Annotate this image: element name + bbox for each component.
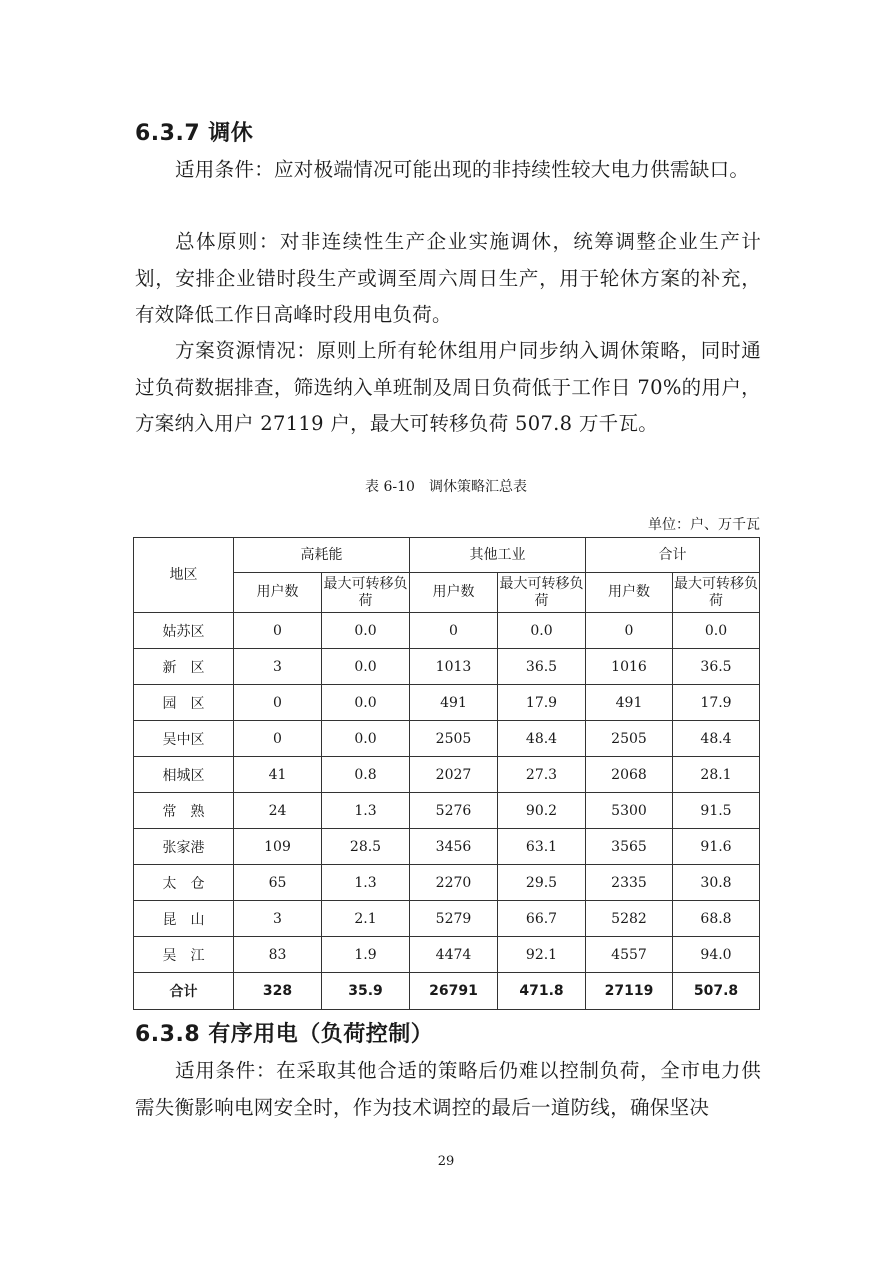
header-group-other-industry: 其他工业 bbox=[410, 538, 586, 573]
region-cell: 合计 bbox=[134, 973, 234, 1010]
paragraph-orderly-power-conditions: 适用条件：在采取其他合适的策略后仍难以控制负荷，全市电力供需失衡影响电网安全时，作为技术调控的最后一道防线，确保坚决 bbox=[135, 1059, 761, 1119]
user-count-cell: 24 bbox=[234, 793, 322, 829]
user-count-cell: 27119 bbox=[586, 973, 673, 1010]
max-load-cell: 1.9 bbox=[322, 937, 410, 973]
table-row bbox=[134, 757, 760, 793]
table-row bbox=[134, 649, 760, 685]
max-load-cell: 66.7 bbox=[498, 901, 586, 937]
max-load-cell: 507.8 bbox=[673, 973, 760, 1010]
user-count-cell: 5276 bbox=[410, 793, 498, 829]
user-count-cell: 0 bbox=[410, 613, 498, 649]
table-row bbox=[134, 721, 760, 757]
user-count-cell: 41 bbox=[234, 757, 322, 793]
user-count-cell: 1013 bbox=[410, 649, 498, 685]
user-count-cell: 26791 bbox=[410, 973, 498, 1010]
user-count-cell: 3456 bbox=[410, 829, 498, 865]
header-region: 地区 bbox=[134, 538, 234, 613]
max-load-cell: 35.9 bbox=[322, 973, 410, 1010]
header-user-count: 用户数 bbox=[234, 573, 322, 613]
user-count-cell: 3565 bbox=[586, 829, 673, 865]
user-count-cell: 4474 bbox=[410, 937, 498, 973]
table-row bbox=[134, 901, 760, 937]
section-heading-6-3-8: 6.3.8 有序用电（负荷控制） bbox=[135, 1022, 434, 1047]
region-cell: 张家港 bbox=[134, 829, 234, 865]
max-load-cell: 48.4 bbox=[498, 721, 586, 757]
max-load-cell: 63.1 bbox=[498, 829, 586, 865]
max-load-cell: 0.0 bbox=[322, 685, 410, 721]
header-user-count: 用户数 bbox=[410, 573, 498, 613]
max-load-cell: 17.9 bbox=[673, 685, 760, 721]
paragraph-general-principle: 总体原则：对非连续性生产企业实施调休，统筹调整企业生产计划，安排企业错时段生产或调至周六周日生产，用于轮休方案的补充，有效降低工作日高峰时段用电负荷。 bbox=[135, 230, 761, 326]
table-body bbox=[134, 613, 760, 1010]
max-load-cell: 2.1 bbox=[322, 901, 410, 937]
table-row bbox=[134, 937, 760, 973]
user-count-cell: 328 bbox=[234, 973, 322, 1010]
user-count-cell: 491 bbox=[586, 685, 673, 721]
region-cell: 太 仓 bbox=[134, 865, 234, 901]
region-cell: 吴 江 bbox=[134, 937, 234, 973]
user-count-cell: 0 bbox=[234, 613, 322, 649]
page-number: 29 bbox=[437, 1154, 455, 1169]
max-load-cell: 1.3 bbox=[322, 865, 410, 901]
header-group-total: 合计 bbox=[586, 538, 760, 573]
user-count-cell: 4557 bbox=[586, 937, 673, 973]
table-row bbox=[134, 613, 760, 649]
region-cell: 昆 山 bbox=[134, 901, 234, 937]
max-load-cell: 28.5 bbox=[322, 829, 410, 865]
user-count-cell: 2505 bbox=[586, 721, 673, 757]
user-count-cell: 0 bbox=[234, 721, 322, 757]
table-row bbox=[134, 793, 760, 829]
max-load-cell: 36.5 bbox=[673, 649, 760, 685]
header-max-load: 最大可转移负荷 bbox=[673, 573, 760, 613]
user-count-cell: 2270 bbox=[410, 865, 498, 901]
max-load-cell: 0.8 bbox=[322, 757, 410, 793]
max-load-cell: 0.0 bbox=[322, 649, 410, 685]
max-load-cell: 0.0 bbox=[498, 613, 586, 649]
user-count-cell: 109 bbox=[234, 829, 322, 865]
section-heading-6-3-7: 6.3.7 调休 bbox=[135, 121, 254, 146]
max-load-cell: 471.8 bbox=[498, 973, 586, 1010]
max-load-cell: 92.1 bbox=[498, 937, 586, 973]
header-max-load: 最大可转移负荷 bbox=[498, 573, 586, 613]
user-count-cell: 0 bbox=[234, 685, 322, 721]
max-load-cell: 0.0 bbox=[322, 613, 410, 649]
max-load-cell: 91.6 bbox=[673, 829, 760, 865]
max-load-cell: 1.3 bbox=[322, 793, 410, 829]
user-count-cell: 83 bbox=[234, 937, 322, 973]
region-cell: 常 熟 bbox=[134, 793, 234, 829]
table-row bbox=[134, 685, 760, 721]
header-group-high-energy: 高耗能 bbox=[234, 538, 410, 573]
table-row bbox=[134, 865, 760, 901]
header-user-count: 用户数 bbox=[586, 573, 673, 613]
region-cell: 园 区 bbox=[134, 685, 234, 721]
table-row bbox=[134, 829, 760, 865]
max-load-cell: 30.8 bbox=[673, 865, 760, 901]
max-load-cell: 94.0 bbox=[673, 937, 760, 973]
max-load-cell: 27.3 bbox=[498, 757, 586, 793]
user-count-cell: 3 bbox=[234, 901, 322, 937]
user-count-cell: 65 bbox=[234, 865, 322, 901]
summary-table bbox=[133, 537, 760, 1010]
region-cell: 新 区 bbox=[134, 649, 234, 685]
user-count-cell: 3 bbox=[234, 649, 322, 685]
table-unit: 单位：户、万千瓦 bbox=[648, 517, 760, 533]
header-max-load: 最大可转移负荷 bbox=[322, 573, 410, 613]
user-count-cell: 5279 bbox=[410, 901, 498, 937]
user-count-cell: 2027 bbox=[410, 757, 498, 793]
max-load-cell: 68.8 bbox=[673, 901, 760, 937]
max-load-cell: 91.5 bbox=[673, 793, 760, 829]
user-count-cell: 5282 bbox=[586, 901, 673, 937]
max-load-cell: 28.1 bbox=[673, 757, 760, 793]
user-count-cell: 2068 bbox=[586, 757, 673, 793]
user-count-cell: 0 bbox=[586, 613, 673, 649]
max-load-cell: 17.9 bbox=[498, 685, 586, 721]
paragraph-resource-status: 方案资源情况：原则上所有轮休组用户同步纳入调休策略，同时通过负荷数据排查，筛选纳入单班制及周日负荷低于工作日 70%的用户，方案纳入用户 27119 户，最大可转移负荷 507.8 万千瓦。 bbox=[135, 339, 761, 435]
max-load-cell: 0.0 bbox=[322, 721, 410, 757]
max-load-cell: 29.5 bbox=[498, 865, 586, 901]
max-load-cell: 90.2 bbox=[498, 793, 586, 829]
user-count-cell: 2505 bbox=[410, 721, 498, 757]
user-count-cell: 491 bbox=[410, 685, 498, 721]
table-caption: 表 6-10 调休策略汇总表 bbox=[365, 479, 527, 495]
region-cell: 吴中区 bbox=[134, 721, 234, 757]
region-cell: 相城区 bbox=[134, 757, 234, 793]
region-cell: 姑苏区 bbox=[134, 613, 234, 649]
paragraph-applicable-conditions: 适用条件：应对极端情况可能出现的非持续性较大电力供需缺口。 bbox=[175, 158, 750, 181]
user-count-cell: 2335 bbox=[586, 865, 673, 901]
max-load-cell: 36.5 bbox=[498, 649, 586, 685]
table-total-row bbox=[134, 973, 760, 1010]
user-count-cell: 1016 bbox=[586, 649, 673, 685]
max-load-cell: 48.4 bbox=[673, 721, 760, 757]
max-load-cell: 0.0 bbox=[673, 613, 760, 649]
user-count-cell: 5300 bbox=[586, 793, 673, 829]
